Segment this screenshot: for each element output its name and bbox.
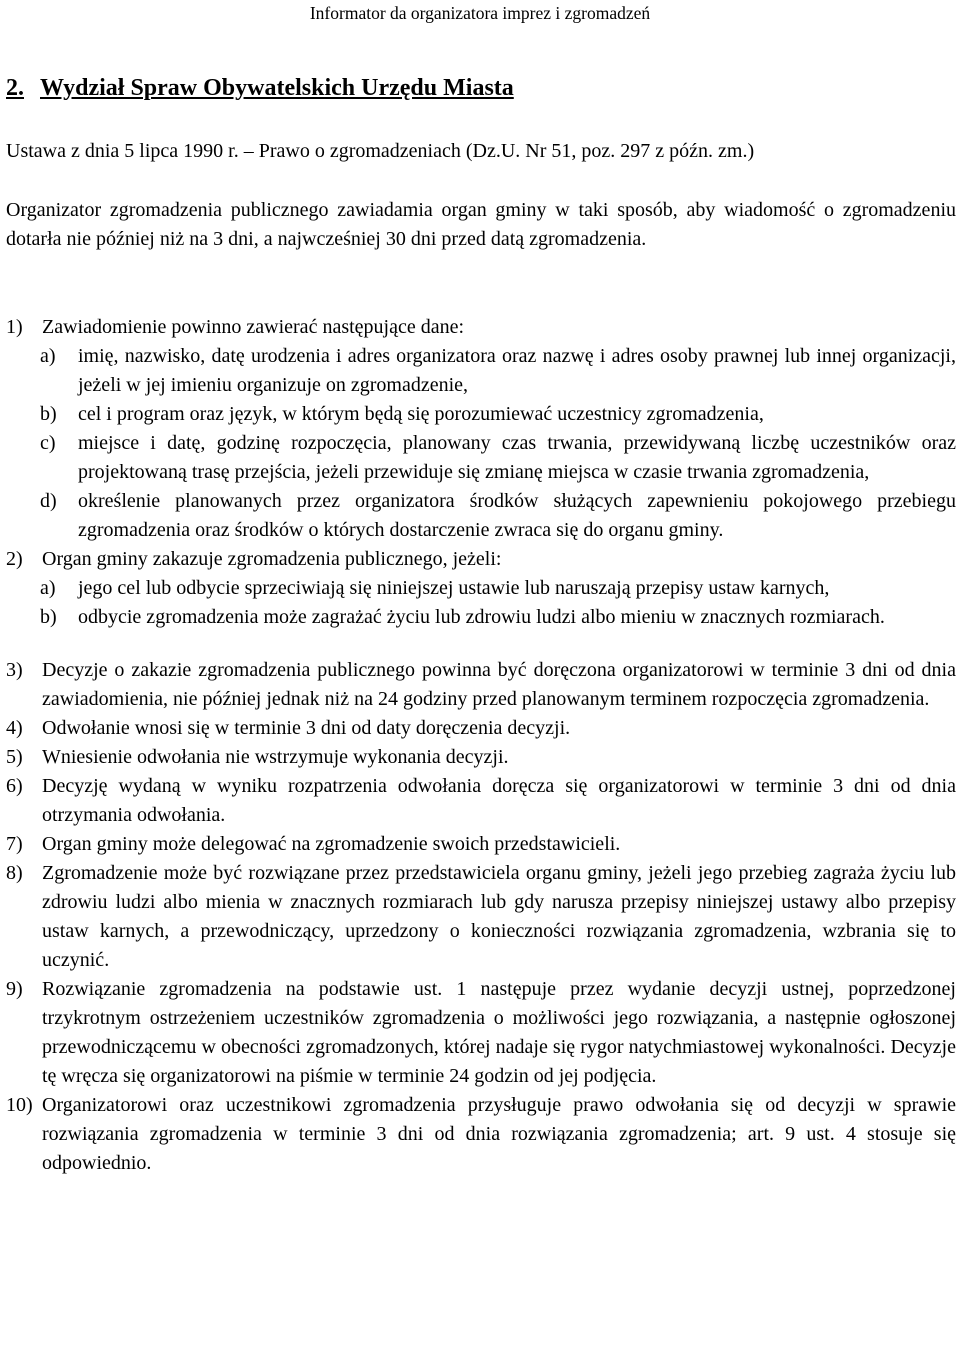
item-number: 10) [6, 1094, 33, 1116]
subitem-label: c) [40, 432, 56, 454]
numbered-list [6, 313, 956, 1178]
section-heading [6, 75, 514, 102]
subitem-1b [40, 400, 956, 429]
item-text: Organ gminy zakazuje zgromadzenia publicznego, jeżeli: [42, 548, 502, 570]
subitem-1a [40, 342, 956, 400]
list-item-2 [6, 545, 956, 632]
page-header: Informator da organizatora imprez i zgromadzeń [309, 3, 651, 23]
subitem-text: miejsce i datę, godzinę rozpoczęcia, planowany czas trwania, przewidywaną liczbę uczestników oraz projektowaną trasę przejścia, jeżeli przewiduje się zmianę miejsca w czasie trwania zgromadzenia, [78, 432, 956, 483]
list-item-4 [6, 714, 956, 743]
subitem-label: d) [40, 490, 57, 512]
section-number: 2. [6, 75, 24, 101]
item-text: Organizatorowi oraz uczestnikowi zgromadzenia przysługuje prawo odwołania się od decyzji w sprawie rozwiązania zgromadzenia w terminie 3 dni od dnia rozwiązania zgromadzenia; art. 9 ust. 4 stosuje się odpowiednio. [42, 1094, 956, 1174]
subitem-text: odbycie zgromadzenia może zagrażać życiu lub zdrowiu ludzi albo mieniu w znacznych rozmiarach. [78, 606, 885, 628]
subitem-text: jego cel lub odbycie sprzeciwiają się niniejszej ustawie lub naruszają przepisy ustaw karnych, [78, 577, 830, 599]
subitem-text: określenie planowanych przez organizatora środków służących zapewnieniu pokojowego przebiegu zgromadzenia oraz środków o których dostarczenie zwraca się do organu gminy. [78, 490, 956, 541]
list-item-3 [6, 656, 956, 714]
item-number: 8) [6, 862, 23, 884]
item-text: Decyzje o zakazie zgromadzenia publicznego powinna być doręczona organizatorowi w terminie 3 dni od dnia zawiadomienia, nie później jednak niż na 24 godziny przed planowanym terminem rozpoczęcia zgromadzenia. [42, 659, 956, 710]
subitem-label: a) [40, 577, 56, 599]
item-number: 2) [6, 548, 23, 570]
subitem-2a [40, 574, 956, 603]
subitem-text: imię, nazwisko, datę urodzenia i adres organizatora oraz nazwę i adres osoby prawnej lub innej organizacji, jeżeli w jej imieniu organizuje on zgromadzenie, [78, 345, 956, 396]
item-text: Zgromadzenie może być rozwiązane przez przedstawiciela organu gminy, jeżeli jego przebieg zagraża życiu lub zdrowiu ludzi albo mienia w znacznych rozmiarach lub gdy narusza przepisy niniejszej ustawy albo przepisy ustaw karnych, a przewodniczący, uprzedzony o konieczności rozwiązania zgromadzenia, wzbrania się to uczynić. [42, 862, 956, 971]
list-item-5 [6, 743, 956, 772]
item-number: 5) [6, 746, 23, 768]
section-title: Wydział Spraw Obywatelskich Urzędu Miasta [40, 75, 514, 101]
law-reference: Ustawa z dnia 5 lipca 1990 r. – Prawo o zgromadzeniach (Dz.U. Nr 51, poz. 297 z późn. zm.) [6, 140, 755, 162]
list-item-6 [6, 772, 956, 830]
item-number: 7) [6, 833, 23, 855]
subitem-1d [40, 487, 956, 545]
item-number: 1) [6, 316, 23, 338]
item-number: 9) [6, 978, 23, 1000]
intro-paragraph: Organizator zgromadzenia publicznego zawiadamia organ gminy w taki sposób, aby wiadomość o zgromadzeniu dotarła nie później niż na 3 dni, a najwcześniej 30 dni przed datą zgromadzenia. [6, 199, 956, 250]
list-item-10 [6, 1091, 956, 1178]
item-text: Odwołanie wnosi się w terminie 3 dni od daty doręczenia decyzji. [42, 717, 571, 739]
subitem-label: a) [40, 345, 56, 367]
item-text: Zawiadomienie powinno zawierać następujące dane: [42, 316, 465, 338]
subitem-text: cel i program oraz język, w którym będą się porozumiewać uczestnicy zgromadzenia, [78, 403, 764, 425]
list-item-7 [6, 830, 956, 859]
subitem-1c [40, 429, 956, 487]
subitem-2b [40, 603, 956, 632]
list-item-9 [6, 975, 956, 1091]
item-text: Wniesienie odwołania nie wstrzymuje wykonania decyzji. [42, 746, 509, 768]
item-text: Organ gminy może delegować na zgromadzenie swoich przedstawicieli. [42, 833, 621, 855]
item-number: 3) [6, 659, 23, 681]
subitem-label: b) [40, 606, 57, 628]
item-text: Rozwiązanie zgromadzenia na podstawie ust. 1 następuje przez wydanie decyzji ustnej, poprzedzonej trzykrotnym ostrzeżeniem uczestników zgromadzenia o możliwości jego rozwiązania, a następnie ogłoszonej przewodniczącemu w obecności zgromadzonych, której nadaje się rygor natychmiastowej wykonalności. Decyzje tę wręcza się organizatorowi na piśmie w terminie 24 godzin od jej podjęcia. [42, 978, 956, 1087]
item-text: Decyzję wydaną w wyniku rozpatrzenia odwołania doręcza się organizatorowi w terminie 3 dni od dnia otrzymania odwołania. [42, 775, 956, 826]
item-number: 4) [6, 717, 23, 739]
item-number: 6) [6, 775, 23, 797]
subitem-label: b) [40, 403, 57, 425]
list-item-1 [6, 313, 956, 545]
list-item-8 [6, 859, 956, 975]
